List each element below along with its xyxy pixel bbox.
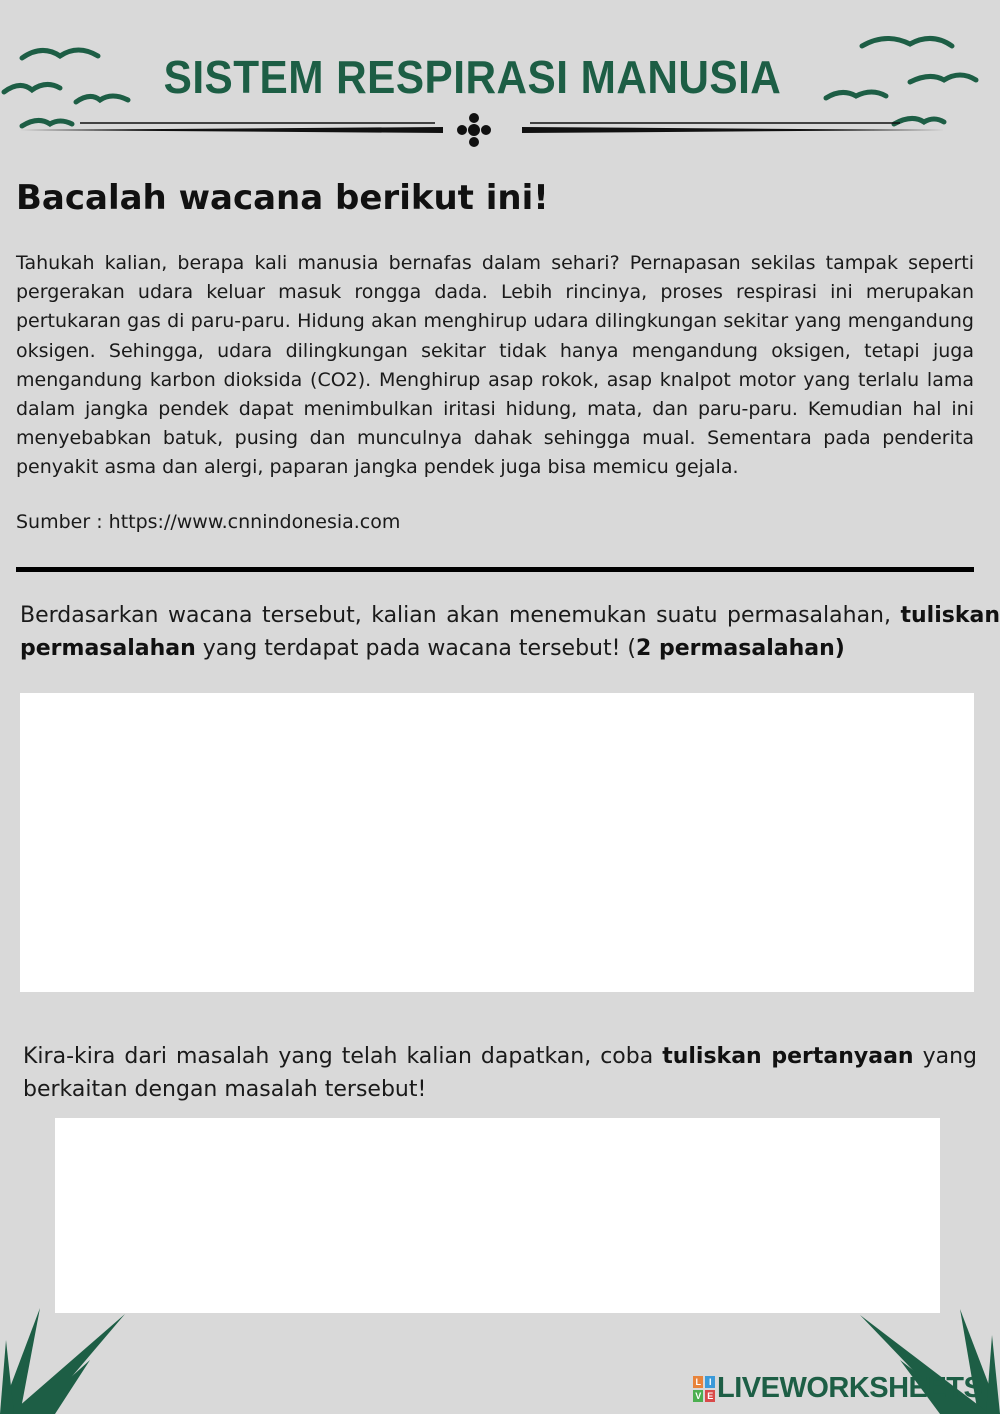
reading-passage: Tahukah kalian, berapa kali manusia bernafas dalam sehari? Pernapasan sekilas tampak seperti pergerakan udara keluar masuk rongga dada. Lebih rincinya, proses respirasi ini merupakan pertukaran gas di paru-paru. Hidung akan menghirup udara dilingkungan sekitar yang mengandung oksigen. Sehingga, udara dilingkungan sekitar tidak hanya mengandung oksigen, tetapi juga mengandung karbon dioksida (CO2). Menghirup asap rokok, asap knalpot motor yang terlalu lama dalam jangka pendek dapat menimbulkan iritasi hidung, mata, dan paru-paru. Kemudian hal ini menyebabkan batuk, pusing dan munculnya dahak sehingga mual. Sementara pada penderita penyakit asma dan alergi, paparan jangka pendek juga bisa memicu gejala.	[16, 252, 974, 479]
question-2-prompt	[23, 1040, 977, 1106]
question-1-text: Berdasarkan wacana tersebut, kalian akan menemukan suatu permasalahan,	[20, 603, 901, 628]
reading-heading: Bacalah wacana berikut ini!	[16, 178, 549, 218]
question-1-emphasis: tuliskan permasalahan	[20, 603, 1000, 661]
liveworksheets-logo	[693, 1372, 982, 1405]
grass-left-decoration	[0, 1300, 130, 1414]
question-1-text-cont: yang terdapat pada wacana tersebut! (	[195, 636, 637, 661]
liveworksheets-logo-text: LIVEWORKSHEETS	[717, 1372, 983, 1404]
answer-1-textbox[interactable]	[20, 693, 974, 992]
question-2-text: Kira-kira dari masalah yang telah kalian dapatkan, coba	[23, 1044, 663, 1069]
liveworksheets-logo-icon	[693, 1376, 715, 1402]
logo-letter: E	[707, 1390, 713, 1401]
question-2-emphasis: tuliskan pertanyaan	[662, 1044, 914, 1069]
title-ornament-divider	[20, 110, 945, 152]
logo-letter: V	[695, 1390, 701, 1401]
question-1-prompt	[20, 599, 1000, 665]
answer-2-textbox[interactable]	[55, 1118, 940, 1313]
passage-source: Sumber : https://www.cnnindonesia.com	[16, 511, 401, 533]
logo-letter: L	[695, 1376, 701, 1387]
logo-letter: I	[708, 1376, 712, 1387]
question-2-text-cont: yang berkaitan dengan masalah tersebut!	[23, 1044, 977, 1102]
question-1-count: 2 permasalahan)	[636, 636, 845, 661]
section-divider	[16, 567, 974, 572]
page-title: SISTEM RESPIRASI MANUSIA	[163, 51, 782, 103]
